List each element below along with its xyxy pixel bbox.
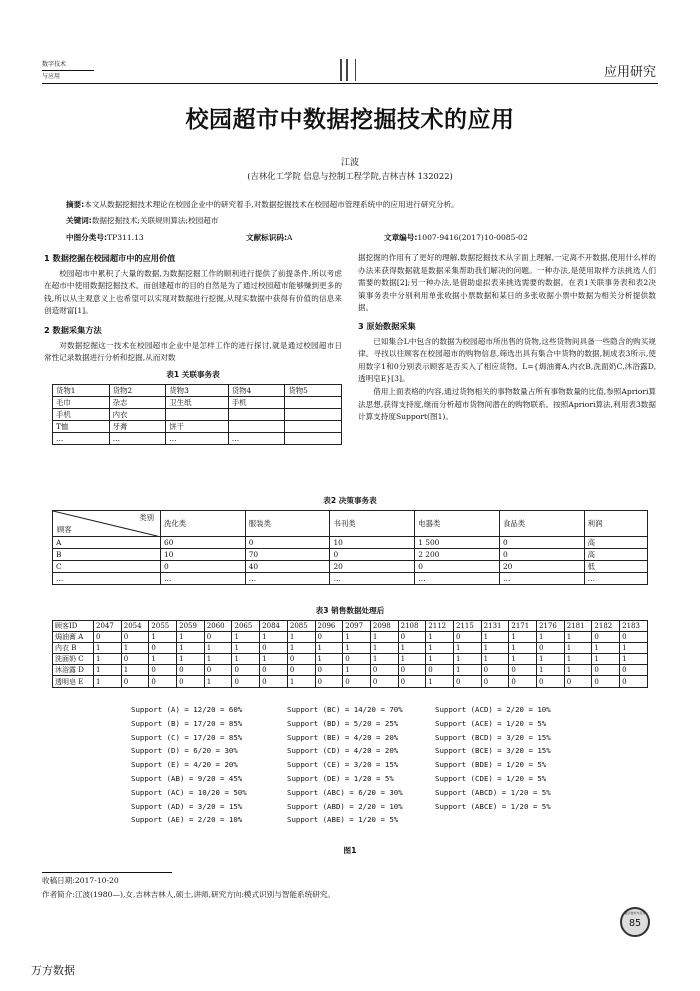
keywords-label: 关键词: [66, 216, 92, 225]
journal-logo [42, 59, 94, 83]
support-line: Support (AD) = 3/20 = 15% [131, 801, 243, 811]
table-cell: 0 [287, 654, 315, 665]
table-cell: T恤 [53, 421, 110, 433]
table-cell: 0 [620, 632, 648, 643]
table-cell: 1 [370, 643, 398, 654]
table-cell: 0 [330, 549, 415, 561]
table-cell: 60 [161, 537, 246, 549]
left-column [44, 250, 342, 365]
table-cell: 0 [149, 643, 177, 654]
header-divider-bar [340, 59, 342, 81]
support-line: Support (BCE) = 3/20 = 15% [435, 746, 551, 756]
table-cell: 0 [592, 632, 620, 643]
table-header-cell: 2115 [453, 621, 481, 632]
table-header-cell: 服装类 [245, 511, 330, 537]
table-cell: 1 [94, 676, 122, 687]
table-header-cell: 2047 [94, 621, 122, 632]
table2-caption: 表2 决策事务表 [323, 496, 377, 505]
table-row [53, 433, 342, 445]
abstract-label: 摘要: [66, 200, 85, 209]
table3-caption: 表3 销售数据处理后 [315, 606, 385, 615]
header-divider-bar [355, 59, 356, 81]
table-header-cell: 货物3 [166, 385, 228, 397]
table-cell: 0 [481, 676, 509, 687]
support-line: Support (ACE) = 1/20 = 5% [435, 718, 547, 728]
header-divider-bar [346, 59, 348, 81]
page-number: 85 [628, 918, 642, 929]
table-cell: … [584, 573, 647, 585]
table-cell: 0 [499, 549, 584, 561]
table-cell: 1 [343, 632, 371, 643]
table-cell: 1 [564, 654, 592, 665]
table-header-cell: 2098 [370, 621, 398, 632]
table-cell: 1 [149, 654, 177, 665]
corner-top-label: 类别 [139, 513, 154, 522]
table-header-cell: 货物5 [285, 385, 342, 397]
table-cell: 1 [370, 632, 398, 643]
table3 [52, 620, 648, 688]
clc-label: 中图分类号: [66, 233, 108, 242]
table-cell: 0 [232, 665, 260, 676]
table-cell: 0 [149, 665, 177, 676]
table-cell: 1 [453, 643, 481, 654]
table-cell: … [330, 573, 415, 585]
table-cell: 1 [315, 654, 343, 665]
table-row [53, 421, 342, 433]
table-cell: 牙膏 [109, 421, 166, 433]
table-cell: 1 [232, 632, 260, 643]
table-cell: 0 [453, 676, 481, 687]
article-value: 1007-9416(2017)10-0085-02 [417, 233, 528, 242]
table-cell: 1 [509, 632, 537, 643]
clc-number [66, 232, 144, 243]
support-line: Support (ABCD) = 1/20 = 5% [435, 787, 551, 797]
support-line: Support (BD) = 5/20 = 25% [287, 718, 399, 728]
author-bio: 作者简介:江波(1980—),女,吉林吉林人,硕士,讲师,研究方向:模式识别与智能系统研究。 [42, 890, 336, 899]
table-cell: 0 [481, 665, 509, 676]
table-cell: 1 [149, 632, 177, 643]
table-cell: 1 [426, 676, 454, 687]
table-row [53, 409, 342, 421]
table-header-cell: 货物1 [53, 385, 110, 397]
table-header-row [53, 385, 342, 397]
table-cell: 10 [161, 549, 246, 561]
clc-value: TP311.13 [107, 233, 144, 242]
support-line: Support (AE) = 2/20 = 10% [131, 815, 243, 825]
table-cell: 0 [620, 676, 648, 687]
support-line: Support (BCD) = 3/20 = 15% [435, 732, 551, 742]
table-row [53, 654, 648, 665]
table-header-cell: 2096 [315, 621, 343, 632]
table-header-cell: 2065 [232, 621, 260, 632]
support-line: Support (ABD) = 2/20 = 10% [287, 801, 403, 811]
table-cell: 1 [537, 665, 565, 676]
table-cell: 0 [287, 665, 315, 676]
table-cell: 0 [343, 654, 371, 665]
table-cell: 低 [584, 561, 647, 573]
table-cell: … [245, 573, 330, 585]
table-cell: 0 [232, 676, 260, 687]
table-row [53, 537, 648, 549]
table-cell: 毛巾 [53, 397, 110, 409]
support-line: Support (BE) = 4/20 = 20% [287, 732, 399, 742]
table-cell: 1 [481, 632, 509, 643]
table-cell: 1 [204, 643, 232, 654]
table-cell: 1 [398, 643, 426, 654]
table-cell: 1 [453, 654, 481, 665]
table-cell: … [228, 433, 285, 445]
table-cell: 1 [260, 654, 288, 665]
table-cell: … [53, 573, 161, 585]
abstract-text: 本文从数据挖掘技术理论在校园企业中的研究着手,对数据挖掘技术在校园超市管理系统中的应用进行研究分析。 [84, 200, 459, 209]
figure1-column-2 [287, 703, 403, 827]
table-header-cell: 2085 [287, 621, 315, 632]
table2 [52, 510, 648, 585]
table-header-cell: 书刊类 [330, 511, 415, 537]
table-cell: 1 [592, 654, 620, 665]
table-cell: 卫生纸 [166, 397, 228, 409]
support-line: Support (D) = 6/20 = 30% [131, 746, 238, 756]
doc-label: 文献标识码: [246, 233, 288, 242]
support-line: Support (ABC) = 6/20 = 30% [287, 787, 403, 797]
table-cell: 0 [204, 632, 232, 643]
support-line: Support (ABCE) = 1/20 = 5% [435, 801, 551, 811]
table-cell: 0 [592, 665, 620, 676]
table-cell [166, 409, 228, 421]
figure1-caption: 图1 [343, 846, 357, 855]
support-line: Support (AC) = 10/20 = 50% [131, 787, 247, 797]
table-cell: 1 [509, 643, 537, 654]
table-cell: 1 [287, 676, 315, 687]
table-cell: 饼干 [166, 421, 228, 433]
table-corner-cell [53, 511, 161, 537]
table-row [53, 676, 648, 687]
doc-value: A [287, 233, 293, 242]
table-cell [285, 433, 342, 445]
article-label: 文章编号: [384, 233, 418, 242]
table-header-cell: 2059 [177, 621, 205, 632]
table-cell: 0 [204, 665, 232, 676]
section-heading-2: 2 数据采集方法 [44, 324, 102, 335]
support-line: Support (CDE) = 1/20 = 5% [435, 773, 547, 783]
table-cell: 沐浴露 D [53, 665, 94, 676]
table-cell: 1 [592, 643, 620, 654]
table-row [53, 397, 342, 409]
table-cell [228, 409, 285, 421]
table-cell: 0 [509, 665, 537, 676]
table-header-cell: 2084 [260, 621, 288, 632]
table-cell: 1 [121, 665, 149, 676]
table-cell: 1 [343, 665, 371, 676]
table-cell: 0 [564, 676, 592, 687]
table-cell: 0 [370, 665, 398, 676]
figure1-column-1 [131, 703, 247, 827]
journal-logo-line2: 与应用 [42, 73, 61, 80]
article-number [384, 232, 528, 243]
table-cell: 内衣 [109, 409, 166, 421]
table-cell: 1 [481, 643, 509, 654]
table-cell: 焗油膏 A [53, 632, 94, 643]
table-cell: 1 [537, 632, 565, 643]
table1 [52, 384, 342, 445]
paragraph: 校园超市中累积了大量的数据,为数据挖掘工作的顺利进行提供了前提条件,所以考虑在超市中使用数据挖掘技术。而创建超市的目的自然是为了通过校园超市能够赚到更多的钱,所以从主观意义上也希望可以实现对数据进行挖掘,从现实数据中获得有价值的信息来创造财富[1]。 [44, 268, 342, 316]
table-cell: 0 [499, 537, 584, 549]
table-cell [285, 421, 342, 433]
table-cell: 1 [232, 643, 260, 654]
table-cell: 1 [204, 654, 232, 665]
table-header-cell: 2055 [149, 621, 177, 632]
table-cell: 1 [481, 654, 509, 665]
table-cell: 1 [453, 665, 481, 676]
table-row [53, 665, 648, 676]
table-cell: 透明皂 E [53, 676, 94, 687]
table-cell: 0 [177, 676, 205, 687]
section-heading-1: 1 数据挖掘在校园超市中的应用价值 [44, 253, 176, 263]
table-cell: 1 [426, 643, 454, 654]
table-cell: 40 [245, 561, 330, 573]
support-line: Support (BC) = 14/20 = 70% [287, 705, 403, 714]
table-header-cell: 电器类 [415, 511, 500, 537]
table-cell: 1 [370, 654, 398, 665]
table-header-cell: 2097 [343, 621, 371, 632]
table-cell: 70 [245, 549, 330, 561]
section-label: 应用研究 [603, 65, 656, 80]
table-cell: 1 [260, 632, 288, 643]
table-header-row [53, 621, 648, 632]
paragraph: 借用上面表格的内容,通过货物相关的事物数量占所有事物数量的比值,参照Apriori算法思想,获得支持度,继而分析超市货物间潜在的购物联系。按照Apriori算法,利用表3数据计算支持度Support(图1)。 [358, 386, 656, 422]
support-line: Support (B) = 17/20 = 85% [131, 718, 243, 728]
table-header-cell: 利润 [584, 511, 647, 537]
table-cell: … [166, 433, 228, 445]
table-cell: 0 [315, 676, 343, 687]
table-cell: … [109, 433, 166, 445]
table-cell: 1 [509, 654, 537, 665]
support-line: Support (AB) = 9/20 = 45% [131, 773, 243, 783]
table-cell: 10 [330, 537, 415, 549]
table-cell: … [499, 573, 584, 585]
right-column [358, 252, 656, 424]
support-line: Support (DE) = 1/20 = 5% [287, 773, 394, 783]
table-cell: 内衣 B [53, 643, 94, 654]
table-header-cell: 2060 [204, 621, 232, 632]
footnote-rule [42, 872, 172, 873]
table-cell: 0 [121, 654, 149, 665]
paragraph: 对数据挖掘这一技术在校园超市企业中是怎样工作的进行探讨,就是通过校园超市日常性记录数据进行分析和挖掘,从而对数 [44, 340, 342, 363]
section-heading-3: 3 原始数据采集 [358, 320, 416, 331]
table-cell: 0 [398, 676, 426, 687]
table-cell: … [161, 573, 246, 585]
table-cell: 1 [564, 632, 592, 643]
table-cell: 0 [161, 561, 246, 573]
page-badge-text: 数字技术与应用 [624, 911, 646, 915]
table-row [53, 643, 648, 654]
support-line: Support (CD) = 4/20 = 20% [287, 746, 399, 756]
table1-caption: 表1 关联事务表 [166, 370, 220, 379]
table-cell: C [53, 561, 161, 573]
table-cell: 1 [287, 632, 315, 643]
table-header-row [53, 511, 648, 537]
table-row [53, 573, 648, 585]
table-cell: 1 [177, 654, 205, 665]
table-header-cell: 2183 [620, 621, 648, 632]
support-line: Support (C) = 17/20 = 85% [131, 732, 243, 742]
table-header-cell: 2181 [564, 621, 592, 632]
table-row [53, 549, 648, 561]
table-cell: 1 500 [415, 537, 500, 549]
table-cell: 1 [343, 643, 371, 654]
table-cell: 0 [537, 643, 565, 654]
table-cell: 0 [592, 676, 620, 687]
paper-title: 校园超市中数据挖掘技术的应用 [185, 106, 515, 133]
paper-author: 江波 [340, 158, 359, 168]
table-cell: 0 [149, 676, 177, 687]
table-cell: 1 [315, 643, 343, 654]
table-cell: 0 [426, 665, 454, 676]
table-cell: 20 [330, 561, 415, 573]
table-header-cell: 2171 [509, 621, 537, 632]
table-cell: 0 [370, 676, 398, 687]
table-cell: 20 [499, 561, 584, 573]
table-cell [285, 397, 342, 409]
table-cell: 1 [232, 654, 260, 665]
table-cell: 1 [177, 632, 205, 643]
table-cell: 1 [564, 665, 592, 676]
support-line: Support (CE) = 3/20 = 15% [287, 760, 399, 770]
table-cell: B [53, 549, 161, 561]
table-header-cell: 2108 [398, 621, 426, 632]
table-cell: 高 [584, 537, 647, 549]
table-header-cell: 2131 [481, 621, 509, 632]
support-line: Support (E) = 4/20 = 20% [131, 760, 238, 770]
table-cell: 1 [287, 643, 315, 654]
table-cell: … [53, 433, 110, 445]
table-header-cell: 食品类 [499, 511, 584, 537]
table-header-cell: 2112 [426, 621, 454, 632]
table-cell: 1 [94, 643, 122, 654]
table-cell: 1 [537, 654, 565, 665]
table-cell: 0 [94, 632, 122, 643]
table-cell: 洗面奶 C [53, 654, 94, 665]
table-cell: 0 [260, 676, 288, 687]
table-cell: 杂志 [109, 397, 166, 409]
doc-code [246, 232, 293, 243]
paper-affiliation: (吉林化工学院 信息与控制工程学院,吉林吉林 132022) [247, 171, 453, 181]
abstract [66, 199, 646, 211]
table-cell: 0 [315, 632, 343, 643]
paragraph: 已知集合L中包含的数据为校园超市所出售的货物,这些货物间具备一些隐含的购买规律。寻找以往顾客在校园超市的购物信息,筛选出具有集合中货物的数据,制成表3所示,使用数字1和0分别表示顾客是否买入了相应货物。L={焗油膏A,内衣B,洗面奶C,沐浴露D,透明皂E}[3]。 [358, 336, 656, 384]
support-line: Support (ACD) = 2/20 = 10% [435, 705, 551, 714]
table-cell: 0 [343, 676, 371, 687]
table-cell: 0 [398, 665, 426, 676]
corner-bottom-label: 顾客 [57, 525, 72, 534]
table-header-cell: 货物4 [228, 385, 285, 397]
table-cell: 1 [620, 654, 648, 665]
table-cell: 1 [564, 643, 592, 654]
table-cell: A [53, 537, 161, 549]
table-cell: 2 200 [415, 549, 500, 561]
keywords-text: 数据挖掘技术;关联规则算法;校园超市 [91, 216, 219, 225]
table-header-cell: 2182 [592, 621, 620, 632]
table-cell: 0 [260, 643, 288, 654]
table-cell: 0 [620, 665, 648, 676]
table-cell: 0 [121, 632, 149, 643]
table-cell: 高 [584, 549, 647, 561]
table-header-cell: 洗化类 [161, 511, 246, 537]
table-cell: 1 [204, 676, 232, 687]
table-cell: 0 [509, 676, 537, 687]
table-cell: 0 [260, 665, 288, 676]
table-cell: 0 [537, 676, 565, 687]
table-cell: 1 [426, 654, 454, 665]
table-cell: 0 [245, 537, 330, 549]
table-cell: 0 [315, 665, 343, 676]
table-header-cell: 货物2 [109, 385, 166, 397]
figure1-column-3 [435, 703, 551, 813]
table-cell: 1 [94, 665, 122, 676]
table-cell: 1 [121, 643, 149, 654]
table-header-cell: 2176 [537, 621, 565, 632]
table-cell [285, 409, 342, 421]
journal-logo-line1: 数字技术 [42, 59, 94, 71]
table-cell: 1 [94, 654, 122, 665]
support-line: Support (BDE) = 1/20 = 5% [435, 760, 547, 770]
table-cell: 1 [177, 643, 205, 654]
table-cell: 1 [426, 632, 454, 643]
table-cell: 1 [620, 643, 648, 654]
table-cell: 0 [121, 676, 149, 687]
table-cell: 0 [453, 632, 481, 643]
paragraph: 据挖掘的作用有了更好的理解,数据挖掘技术从字面上理解,一定离不开数据,使用什么样的办法来获得数据就是数据采集帮助我们解决的问题。一种办法,是使用取样方法挑选人们需要的数据[2];另一种办法,是借助虚拟表来挑选需要的数据。在表1关联事务表和表2决策事务表中分别利用单张收据小票数据和某日的多张收据小票中数据为相关分析提供数据。 [358, 253, 656, 313]
table-row [53, 561, 648, 573]
support-line: Support (A) = 12/20 = 60% [131, 705, 243, 714]
table-cell: 0 [177, 665, 205, 676]
keywords [66, 215, 646, 227]
received-date: 收稿日期:2017-10-20 [42, 876, 119, 885]
table-row [53, 632, 648, 643]
table-cell [228, 421, 285, 433]
table-header-cell: 2054 [121, 621, 149, 632]
watermark: 万方数据 [31, 964, 75, 977]
header-rule [42, 83, 658, 84]
table-cell: … [415, 573, 500, 585]
table-cell: 1 [398, 654, 426, 665]
table-cell: 0 [415, 561, 500, 573]
page-number-badge [620, 907, 650, 937]
support-line: Support (ABE) = 1/20 = 5% [287, 815, 399, 825]
table-cell: 手机 [53, 409, 110, 421]
table-header-cell: 顾客ID [53, 621, 94, 632]
table-cell: 0 [398, 632, 426, 643]
table-cell: 手机 [228, 397, 285, 409]
